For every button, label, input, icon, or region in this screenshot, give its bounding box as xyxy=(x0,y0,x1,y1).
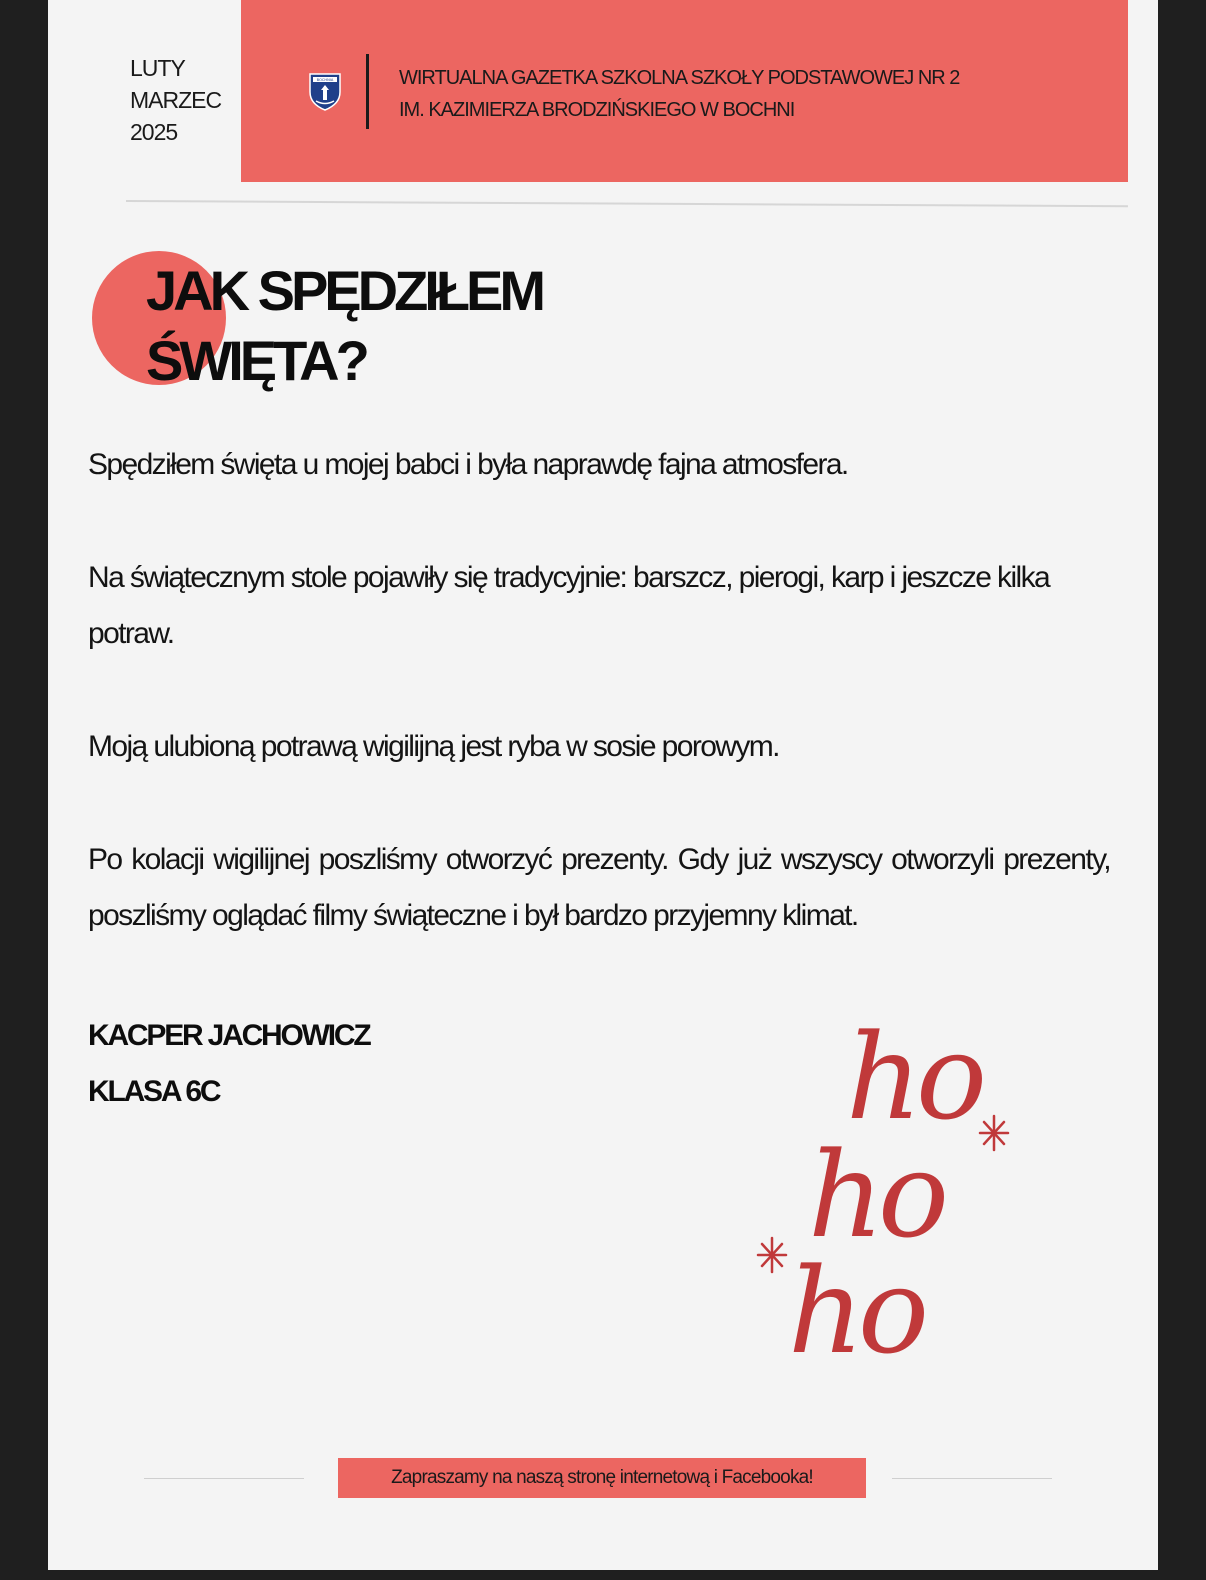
article-title-line-1: JAK SPĘDZIŁEM xyxy=(146,259,543,322)
hohoho-word-1: ho xyxy=(846,1008,982,1146)
newspaper-name-line-1: WIRTUALNA GAZETKA SZKOLNA SZKOŁY PODSTAWOWEJ NR 2 xyxy=(399,67,960,89)
article-author xyxy=(88,1008,369,1120)
sparkle-icon xyxy=(980,1116,1008,1150)
header-banner xyxy=(241,0,1128,182)
crest-lettering: BOCHNIA xyxy=(316,78,334,83)
author-class: KLASA 6C xyxy=(88,1075,220,1108)
sparkle-icon xyxy=(758,1238,786,1272)
footer-rule-left xyxy=(144,1478,304,1479)
header-divider xyxy=(366,54,369,129)
paragraph-1: Spędziłem święta u mojej babci i była naprawdę fajna atmosfera. xyxy=(88,448,848,481)
issue-year: 2025 xyxy=(130,119,178,145)
school-crest-icon xyxy=(307,70,343,112)
newspaper-name xyxy=(399,62,959,126)
hohoho-word-3: ho xyxy=(788,1242,924,1380)
issue-date xyxy=(130,52,221,148)
article-title-line-2: ŚWIĘTA? xyxy=(146,329,366,392)
footer-rule-right xyxy=(892,1478,1052,1479)
newspaper-page xyxy=(48,0,1158,1570)
paragraph-4: Po kolacji wigilijnej poszliśmy otworzyć prezenty. Gdy już wszyscy otworzyli prezenty, poszliśmy oglądać filmy świąteczne i był bardzo przyjemny klimat. xyxy=(88,843,1110,932)
author-name: KACPER JACHOWICZ xyxy=(88,1019,370,1052)
paragraph-3: Moją ulubioną potrawą wigilijną jest ryba w sosie porowym. xyxy=(88,730,779,763)
header-rule xyxy=(126,200,1128,207)
website-facebook-link[interactable]: Zapraszamy na naszą stronę internetową i Facebooka! xyxy=(338,1458,866,1498)
newspaper-name-line-2: IM. KAZIMIERZA BRODZIŃSKIEGO W BOCHNI xyxy=(399,99,795,121)
issue-month-1: LUTY xyxy=(130,55,185,81)
hohoho-lettering xyxy=(748,990,1028,1390)
issue-month-2: MARZEC xyxy=(130,87,222,113)
hohoho-word-2: ho xyxy=(808,1126,944,1264)
paragraph-2: Na świątecznym stole pojawiły się tradycyjnie: barszcz, pierogi, karp i jeszcze kilka potraw. xyxy=(88,561,1050,650)
article-title xyxy=(146,256,542,396)
